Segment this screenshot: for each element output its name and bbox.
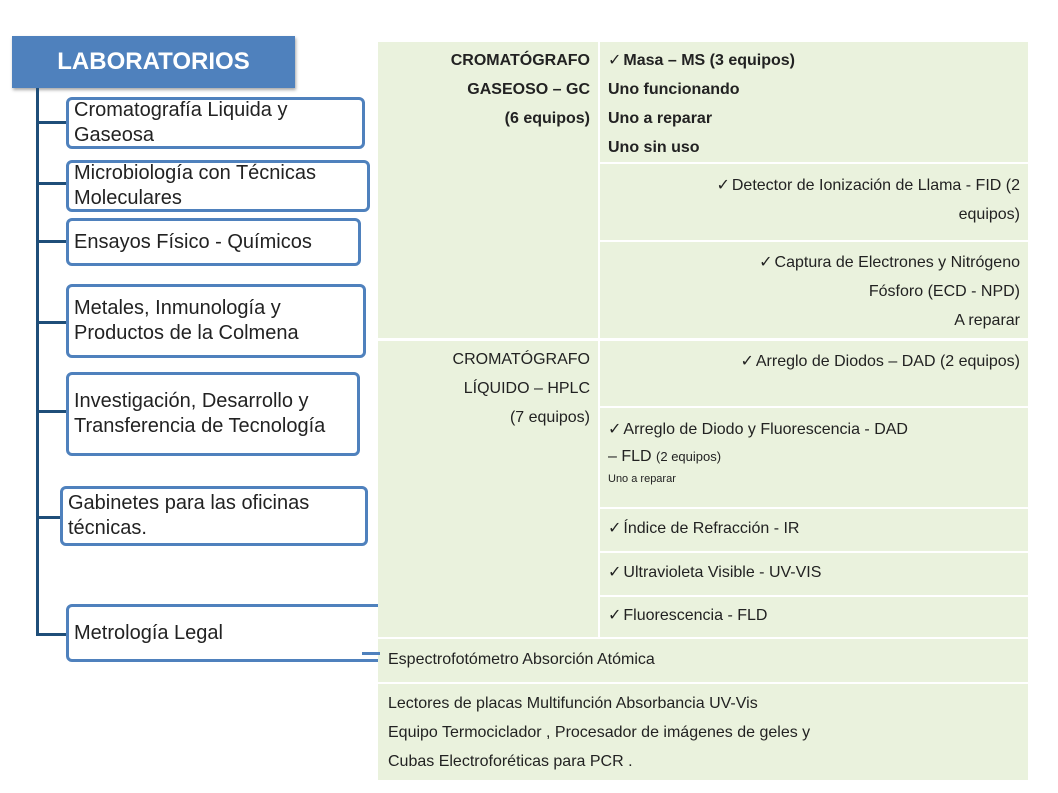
pcr-line: Cubas Electroforéticas para PCR . bbox=[388, 753, 633, 770]
gc-item-fid bbox=[606, 171, 1020, 229]
category-label: Gabinetes para las oficinas técnicas. bbox=[68, 492, 310, 539]
item-title: Masa – MS (3 equipos) bbox=[623, 52, 795, 69]
branch-line bbox=[36, 516, 62, 519]
table-divider bbox=[598, 42, 600, 338]
category-cromatografia[interactable] bbox=[66, 97, 365, 149]
pcr-row bbox=[388, 689, 1018, 776]
category-ensayos[interactable] bbox=[66, 218, 361, 266]
table-divider bbox=[600, 551, 1028, 553]
tree-trunk bbox=[36, 88, 39, 636]
category-label: Metrología Legal bbox=[74, 621, 223, 644]
checkmark-icon: ✓ bbox=[740, 353, 754, 370]
category-microbiologia[interactable] bbox=[66, 160, 370, 212]
category-label: Investigación, Desarrollo y Transferencia de Tecnología bbox=[74, 390, 326, 437]
category-investigacion[interactable] bbox=[66, 372, 360, 456]
category-gabinetes[interactable] bbox=[60, 486, 368, 546]
checkmark-icon: ✓ bbox=[716, 177, 730, 194]
pcr-line: Equipo Termociclador , Procesador de imágenes de geles y bbox=[388, 724, 811, 741]
table-divider bbox=[600, 406, 1028, 408]
checkmark-icon: ✓ bbox=[608, 564, 622, 581]
gc-header-cell bbox=[382, 46, 590, 133]
hplc-item-fld bbox=[608, 601, 1020, 630]
item-title: Índice de Refracción - IR bbox=[623, 520, 800, 537]
hplc-item-dad bbox=[606, 347, 1020, 376]
checkmark-icon: ✓ bbox=[608, 52, 622, 69]
checkmark-icon: ✓ bbox=[608, 421, 622, 438]
item-status: Uno sin uso bbox=[608, 139, 700, 156]
checkmark-icon: ✓ bbox=[759, 254, 773, 271]
category-label: Cromatografía Liquida y Gaseosa bbox=[74, 99, 288, 146]
item-title: Captura de Electrones y Nitrógeno bbox=[774, 254, 1020, 271]
item-status: A reparar bbox=[954, 312, 1020, 329]
item-title: Arreglo de Diodo y Fluorescencia - DAD bbox=[623, 421, 908, 438]
gc-count: (6 equipos) bbox=[504, 110, 590, 127]
checkmark-icon: ✓ bbox=[608, 520, 622, 537]
gc-item-ms bbox=[608, 46, 1018, 162]
aas-row bbox=[388, 645, 1018, 674]
hplc-item-ir bbox=[608, 514, 1020, 543]
checkmark-icon: ✓ bbox=[608, 607, 622, 624]
hplc-count: (7 equipos) bbox=[509, 409, 590, 426]
item-title: Detector de Ionización de Llama - FID (2 bbox=[731, 177, 1020, 194]
gc-item-ecd bbox=[606, 248, 1020, 335]
laboratorios-header: LABORATORIOS bbox=[12, 36, 295, 88]
hplc-header-cell bbox=[382, 345, 590, 432]
table-divider bbox=[378, 637, 1028, 639]
item-title-cont: equipos) bbox=[958, 206, 1020, 223]
table-divider bbox=[600, 507, 1028, 509]
gc-title-line: GASEOSO – GC bbox=[467, 81, 590, 98]
table-divider bbox=[600, 162, 1028, 164]
table-divider bbox=[598, 340, 600, 637]
hplc-item-uvvis bbox=[608, 558, 1020, 587]
category-label: Ensayos Físico - Químicos bbox=[74, 230, 312, 253]
table-divider bbox=[600, 595, 1028, 597]
table-divider bbox=[600, 240, 1028, 242]
item-count: (2 equipos) bbox=[656, 449, 722, 464]
item-status: Uno a reparar bbox=[608, 110, 713, 127]
item-status: Uno a reparar bbox=[608, 473, 676, 485]
hplc-title-line: CROMATÓGRAFO bbox=[452, 351, 590, 368]
item-title-cont: – FLD bbox=[608, 448, 652, 465]
branch-line bbox=[36, 633, 66, 636]
category-metales[interactable] bbox=[66, 284, 366, 358]
aas-label: Espectrofotómetro Absorción Atómica bbox=[388, 651, 655, 668]
gc-title-line: CROMATÓGRAFO bbox=[450, 52, 590, 69]
hplc-item-dad-fld bbox=[608, 415, 1020, 488]
item-title: Ultravioleta Visible - UV-VIS bbox=[623, 564, 822, 581]
branch-line bbox=[36, 321, 66, 324]
branch-line bbox=[36, 121, 66, 124]
category-label: Microbiología con Técnicas Moleculares bbox=[74, 162, 316, 209]
hplc-title-line: LÍQUIDO – HPLC bbox=[463, 380, 590, 397]
category-label: Metales, Inmunología y Productos de la Colmena bbox=[74, 297, 299, 344]
branch-line bbox=[36, 182, 66, 185]
pcr-line: Lectores de placas Multifunción Absorbancia UV-Vis bbox=[388, 695, 758, 712]
category-metrologia[interactable] bbox=[66, 604, 384, 662]
item-title: Fluorescencia - FLD bbox=[623, 607, 768, 624]
connector-line bbox=[362, 652, 380, 655]
item-title-cont: Fósforo (ECD - NPD) bbox=[868, 283, 1020, 300]
table-divider bbox=[378, 682, 1028, 684]
branch-line bbox=[36, 240, 66, 243]
branch-line bbox=[36, 410, 66, 413]
table-divider bbox=[378, 338, 1028, 341]
item-status: Uno funcionando bbox=[608, 81, 740, 98]
item-title: Arreglo de Diodos – DAD (2 equipos) bbox=[755, 353, 1020, 370]
